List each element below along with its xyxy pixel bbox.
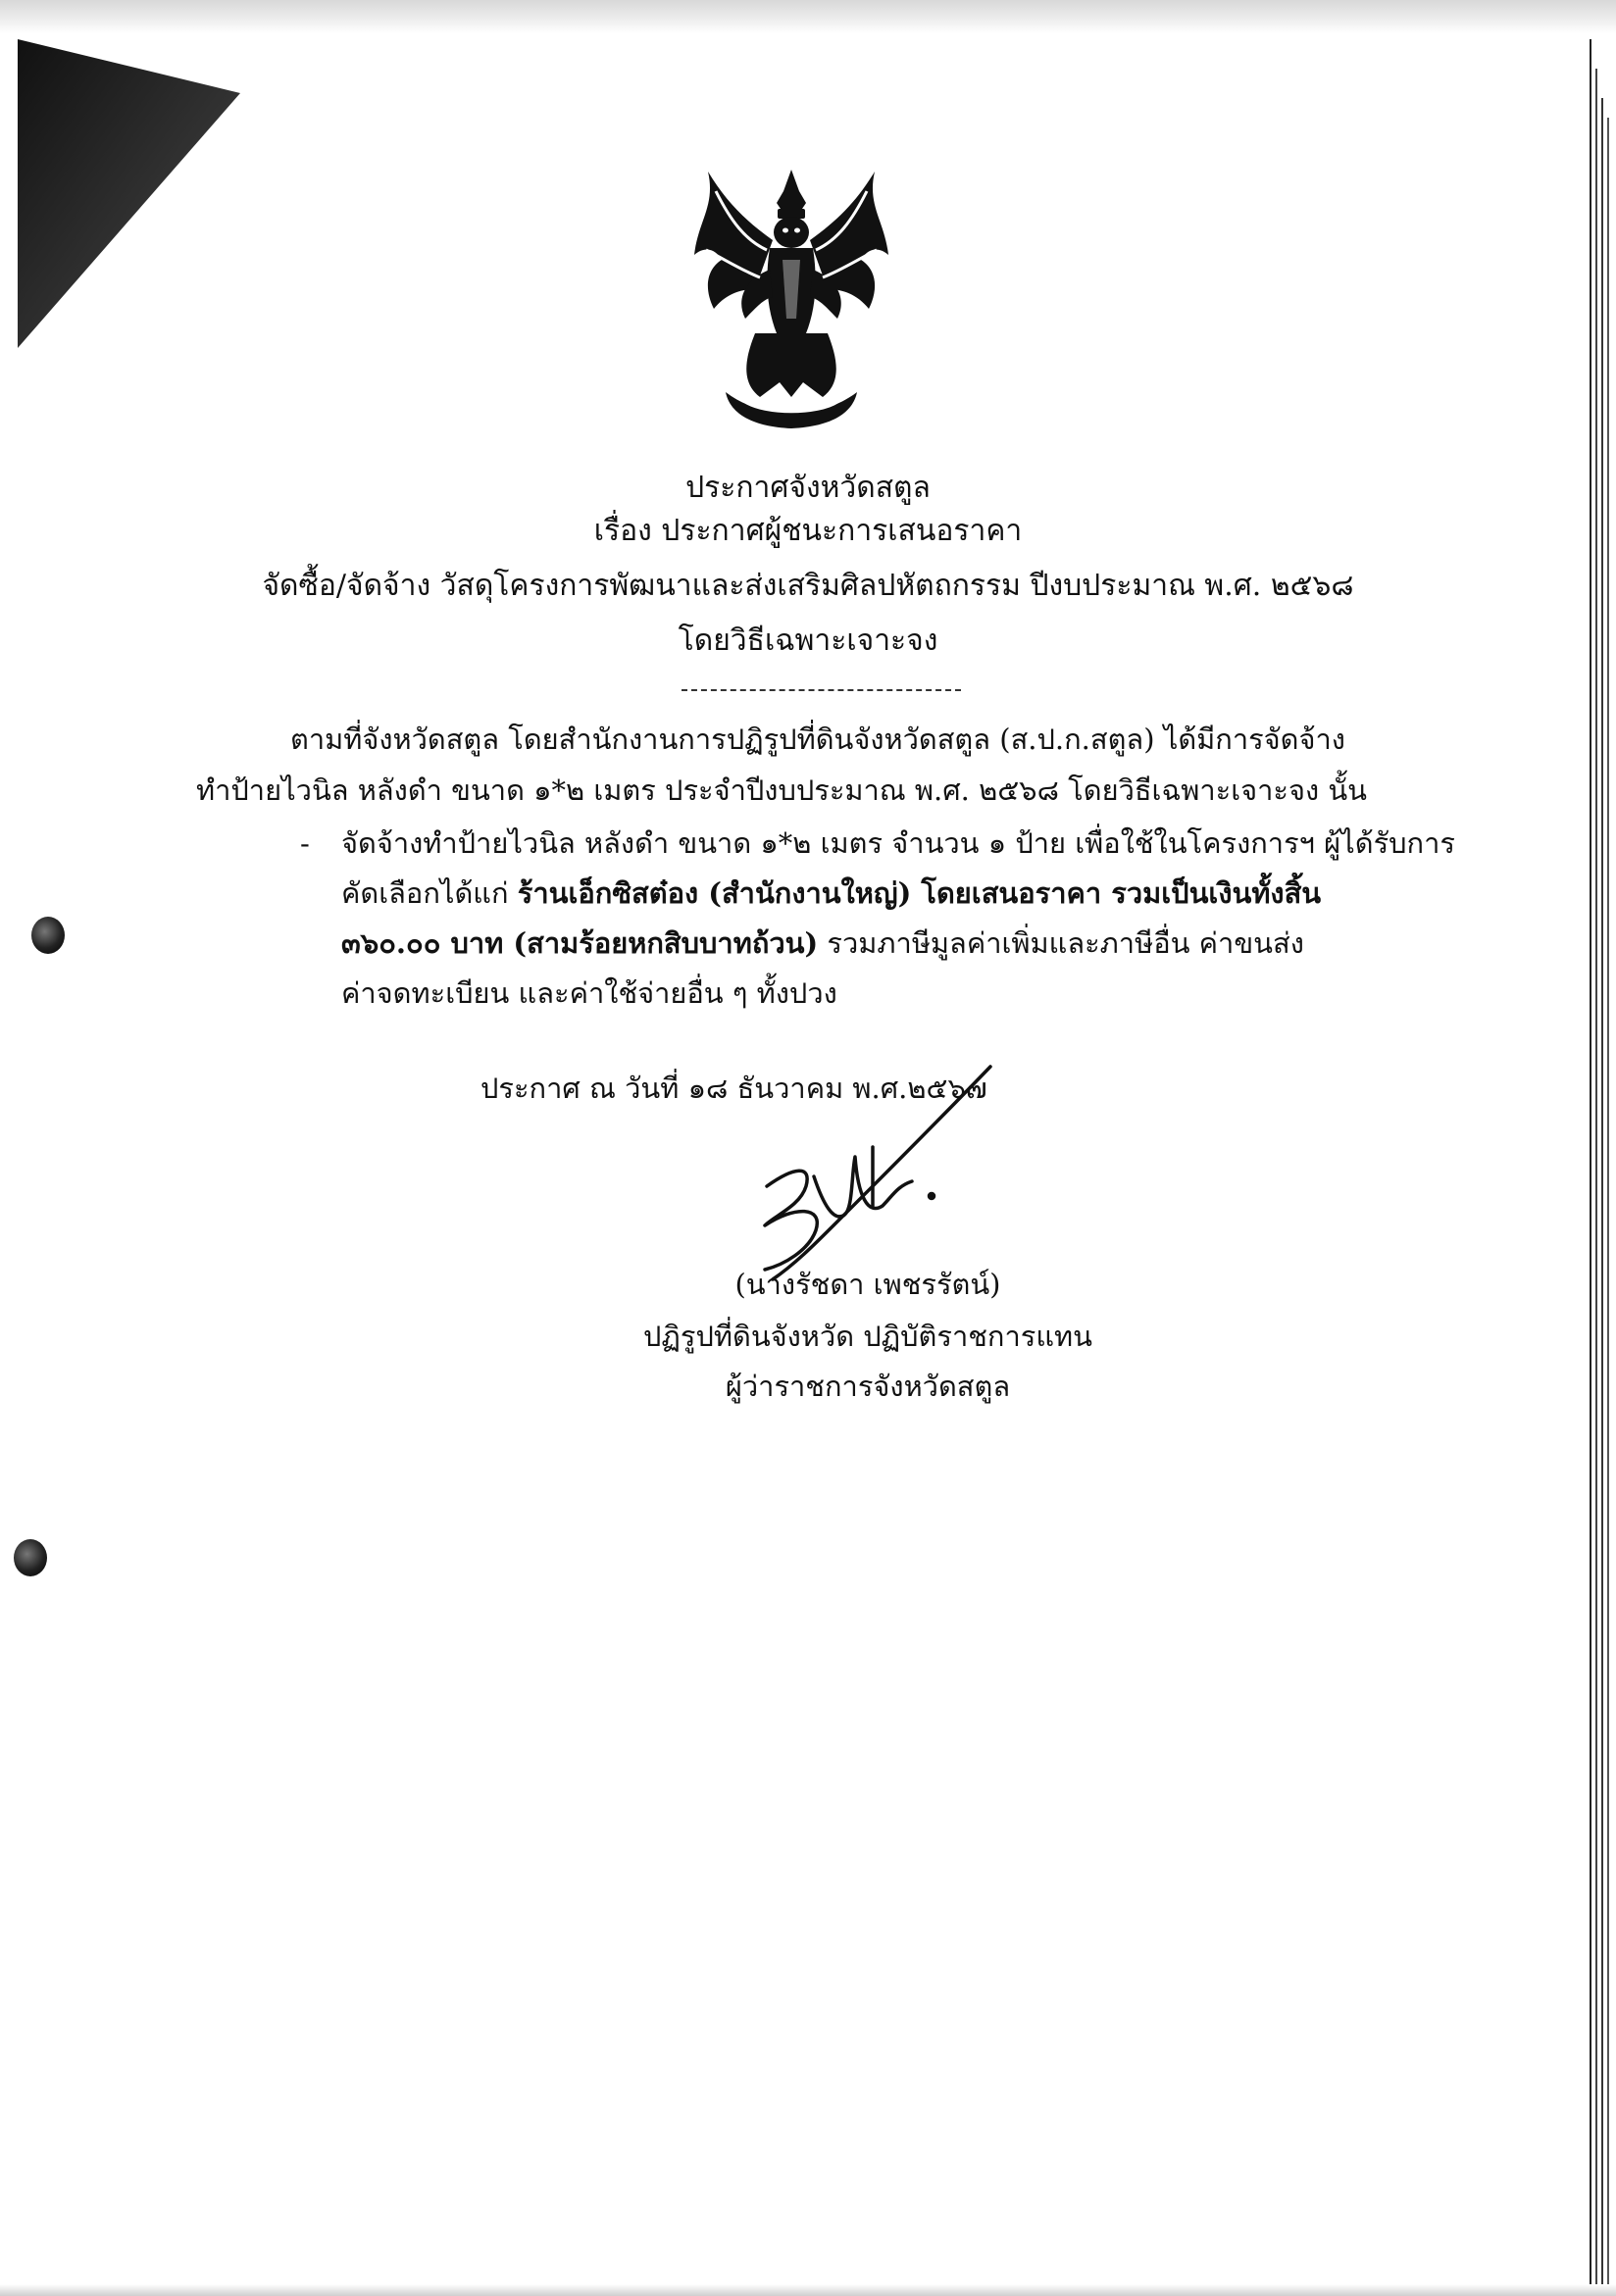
- method-heading: โดยวิธีเฉพาะเจาะจง: [678, 624, 938, 658]
- handwritten-signature: [726, 1059, 1020, 1284]
- subject-heading: เรื่อง ประกาศผู้ชนะการเสนอราคา: [593, 514, 1023, 548]
- folded-corner: [0, 0, 245, 353]
- issuer-heading: ประกาศจังหวัดสตูล: [685, 471, 931, 505]
- intro-line-2: ทำป้ายไวนิล หลังดำ ขนาด ๑*๒ เมตร ประจำปีงบประมาณ พ.ศ. ๒๕๖๘ โดยวิธีเฉพาะเจาะจง นั้น: [196, 774, 1367, 807]
- item-line-3-rest: รวมภาษีมูลค่าเพิ่มและภาษีอื่น ค่าขนส่ง: [818, 926, 1304, 960]
- scan-bottom-shadow: [0, 2284, 1616, 2296]
- total-amount: ๓๖๐.๐๐ บาท (สามร้อยหกสิบบาทถ้วน): [341, 926, 819, 960]
- bullet-marker: -: [300, 826, 310, 860]
- winner-name: ร้านเอ็กซิสต๋อง (สำนักงานใหญ่) โดยเสนอราคา รวมเป็นเงินทั้งสิ้น: [517, 876, 1322, 910]
- signatory-position-1: ปฏิรูปที่ดินจังหวัด ปฏิบัติราชการแทน: [643, 1320, 1092, 1353]
- heading-divider: [682, 689, 961, 691]
- item-line-2: [341, 873, 1321, 913]
- project-heading: จัดซื้อ/จัดจ้าง วัสดุโครงการพัฒนาและส่งเสริมศิลปหัตถกรรม ปีงบประมาณ พ.ศ. ๒๕๖๘: [262, 569, 1354, 603]
- item-line-3: [341, 923, 1304, 963]
- punch-hole-lower: [14, 1539, 47, 1576]
- punch-hole-upper: [31, 917, 65, 954]
- item-line-4: ค่าจดทะเบียน และค่าใช้จ่ายอื่น ๆ ทั้งปวง: [341, 976, 837, 1010]
- announcement-date: ประกาศ ณ วันที่ ๑๘ ธันวาคม พ.ศ.๒๕๖๗: [480, 1072, 987, 1105]
- signatory-position-2: ผู้ว่าราชการจังหวัดสตูล: [725, 1370, 1011, 1403]
- intro-line-1: ตามที่จังหวัดสตูล โดยสำนักงานการปฏิรูปที่ดินจังหวัดสตูล (ส.ป.ก.สตูล) ได้มีการจัดจ้าง: [290, 723, 1345, 756]
- signatory-name: (นางรัชดา เพชรรัตน์): [734, 1268, 1001, 1301]
- stacked-page-edges: [1587, 39, 1616, 2296]
- garuda-emblem: [686, 162, 897, 436]
- item-line-2-prefix: คัดเลือกได้แก่: [341, 876, 518, 910]
- item-line-1: จัดจ้างทำป้ายไวนิล หลังดำ ขนาด ๑*๒ เมตร จำนวน ๑ ป้าย เพื่อใช้ในโครงการฯ ผู้ได้รับการ: [341, 826, 1455, 860]
